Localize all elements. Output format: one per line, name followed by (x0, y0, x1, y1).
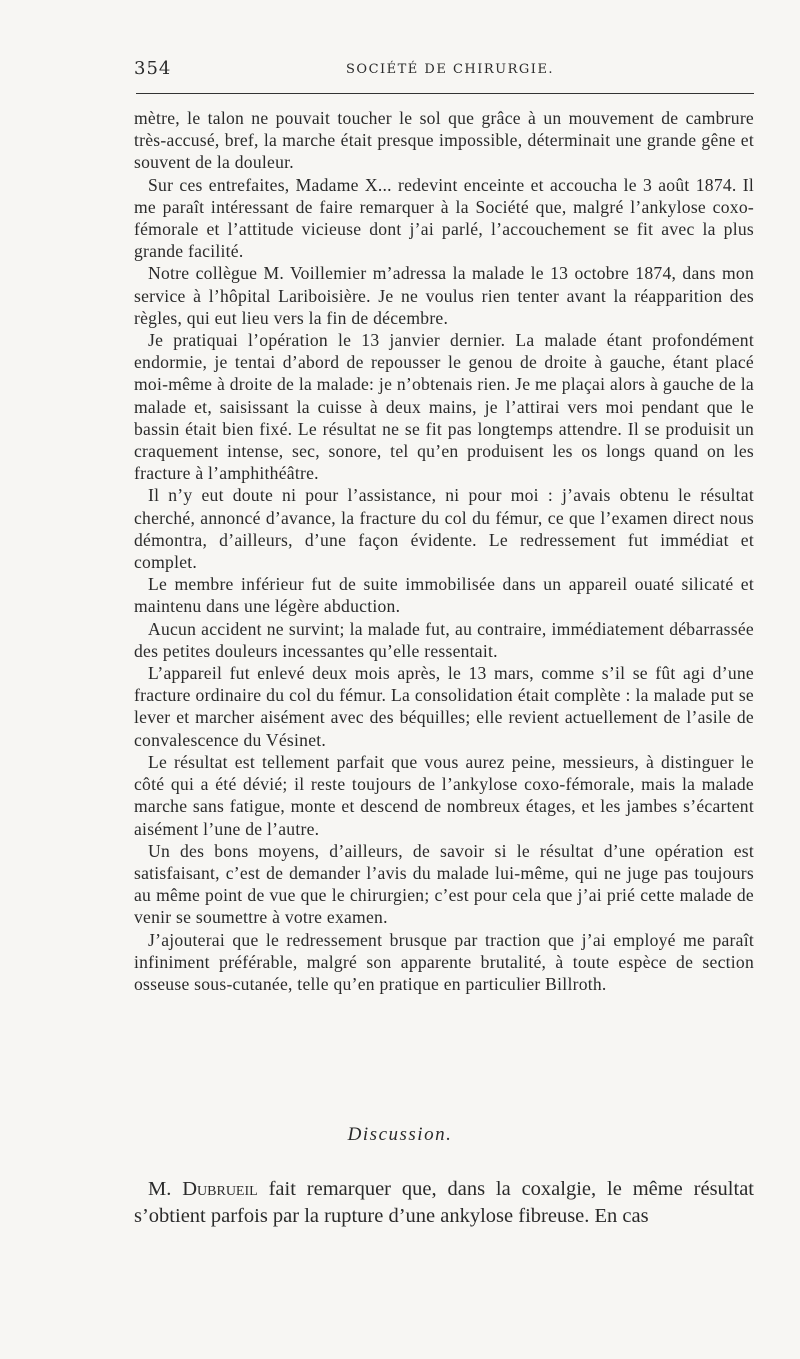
paragraph: L’appareil fut enlevé deux mois après, le 13 mars, comme s’il se fût agi d’une fracture ordinaire du col du fémur. La consolidation était complète : la malade put se lever et marcher aisément avec des béquilles; elle revient actuellement de l’asile de convalescence du Vésinet. (134, 663, 754, 750)
section-title: Discussion. (347, 1124, 453, 1145)
paragraph: Sur ces entrefaites, Madame X... redevint enceinte et accoucha le 3 août 1874. Il me paraît intéressant de faire remarquer à la Société que, malgré l’ankylose coxo-fémorale et l’attitude vicieuse dont j’ai parlé, l’accouchement se fit avec la plus grande facilité. (134, 174, 754, 262)
page-header (134, 58, 754, 84)
body-text (134, 107, 754, 995)
paragraph: J’ajouterai que le redressement brusque par traction que j’ai employé me paraît infiniment préférable, malgré son apparente brutalité, à toute espèce de section osseuse sous-cutanée, telle qu’en pratique en particulier Billroth. (134, 929, 754, 994)
paragraph: Je pratiquai l’opération le 13 janvier dernier. La malade étant profondément endormie, je tentai d’abord de repousser le genou de droite à gauche, étant placé moi-même à droite de la malade: je n’obtenais rien. Je me plaçai alors à gauche de la malade et, saisissant la cuisse à deux mains, je l’attirai vers moi pendant que le bassin était bien fixé. Le résultat ne se fit pas longtemps attendre. Il se produisit un craquement intense, sec, sonore, tel qu’en produisent les os longs quand on les fracture à l’amphithéâtre. (134, 330, 754, 484)
header-rule (136, 93, 754, 94)
speaker-name: M. Dubrueil (148, 1178, 258, 1200)
paragraph: Notre collègue M. Voillemier m’adressa la malade le 13 octobre 1874, dans mon service à l’hôpital Lariboisière. Je ne voulus rien tenter avant la réapparition des règles, qui eut lieu vers la fin de décembre. (134, 263, 754, 328)
paragraph: mètre, le talon ne pouvait toucher le sol que grâce à un mouvement de cambrure très-accusé, bref, la marche était presque impossible, déterminait une grande gêne et souvent de la douleur. (134, 108, 754, 173)
paragraph: Aucun accident ne survint; la malade fut, au contraire, immédiatement débarrassée des petites douleurs incessantes qu’elle ressentait. (134, 618, 754, 661)
paragraph: Il n’y eut doute ni pour l’assistance, ni pour moi : j’avais obtenu le résultat cherché, annoncé d’avance, la fracture du col du fémur, ce que l’examen direct nous démontra, d’ailleurs, d’une façon évidente. Le redressement fut immédiat et complet. (134, 485, 754, 573)
discussion-paragraph (134, 1176, 754, 1230)
running-head: SOCIÉTÉ DE CHIRURGIE. (346, 62, 555, 77)
page-number: 354 (134, 58, 172, 79)
paragraph: Le membre inférieur fut de suite immobilisée dans un appareil ouaté silicaté et maintenu dans une légère abduction. (134, 574, 754, 617)
paragraph: Le résultat est tellement parfait que vous aurez peine, messieurs, à distinguer le côté qui a été dévié; il reste toujours de l’ankylose coxo-fémorale, mais la malade marche sans fatigue, monte et descend de nombreux étages, et les jambes s’écartent aisément l’une de l’autre. (134, 751, 754, 839)
discussion-text: fait remarquer que, dans la coxalgie, le même résultat s’obtient parfois par la rupture d’une ankylose fibreuse. En cas (134, 1178, 754, 1227)
paragraph: Un des bons moyens, d’ailleurs, de savoir si le résultat d’une opération est satisfaisant, c’est de demander l’avis du malade lui-même, qui ne juge pas toujours au même point de vue que le chirurgien; c’est pour cela que j’ai prié cette malade de venir se soumettre à votre examen. (134, 840, 754, 928)
